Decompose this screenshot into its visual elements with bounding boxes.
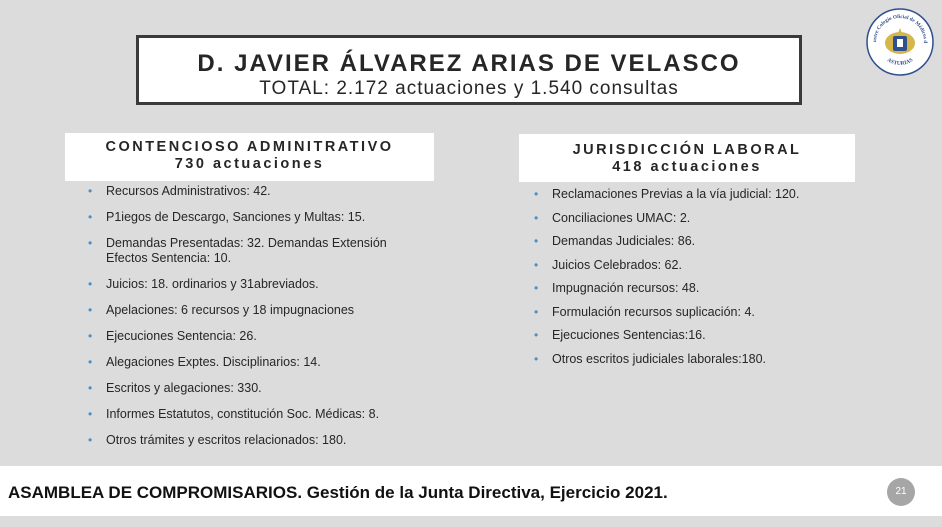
- section-header-laboral: [519, 134, 855, 182]
- list-item: • Formulación recursos suplicación: 4.: [532, 305, 862, 320]
- list-item: • Ejecuciones Sentencias:16.: [532, 328, 862, 343]
- list-item: • Informes Estatutos, constitución Soc. Médicas: 8.: [86, 407, 416, 422]
- lawyer-name: D. JAVIER ÁLVAREZ ARIAS DE VELASCO: [197, 50, 741, 77]
- list-item: • Juicios: 18. ordinarios y 31abreviados.: [86, 277, 416, 292]
- list-item: • Reclamaciones Previas a la vía judicial: 120.: [532, 187, 862, 202]
- section-count: 730 actuaciones: [174, 156, 325, 172]
- list-item: • P1iegos de Descargo, Sanciones y Multas: 15.: [86, 210, 416, 225]
- list-item: • Recursos Administrativos: 42.: [86, 184, 416, 199]
- list-item: • Otros escritos judiciales laborales:180.: [532, 352, 862, 367]
- list-item: • Escritos y alegaciones: 330.: [86, 381, 416, 396]
- section-title: JURISDICCIÓN LABORAL: [572, 142, 802, 158]
- contencioso-list: [86, 184, 416, 459]
- total-summary: TOTAL: 2.172 actuaciones y 1.540 consultas: [259, 78, 679, 99]
- laboral-list: [532, 187, 862, 375]
- list-item: • Apelaciones: 6 recursos y 18 impugnaciones: [86, 303, 416, 318]
- list-item: • Alegaciones Exptes. Disciplinarios: 14.: [86, 355, 416, 370]
- list-item: • Conciliaciones UMAC: 2.: [532, 211, 862, 226]
- college-seal-icon: [866, 8, 934, 76]
- section-count: 418 actuaciones: [612, 159, 762, 175]
- list-item: • Impugnación recursos: 48.: [532, 281, 862, 296]
- list-item: • Otros trámites y escritos relacionados: 180.: [86, 433, 416, 448]
- footer-bar: [0, 466, 942, 516]
- seal-text-top: ustre Colegio Oficial de Médicos d: [871, 13, 929, 44]
- title-box: [136, 35, 802, 105]
- section-header-contencioso: [65, 133, 434, 181]
- list-item: • Demandas Judiciales: 86.: [532, 234, 862, 249]
- section-title: CONTENCIOSO ADMINITRATIVO: [105, 139, 394, 155]
- list-item: • Juicios Celebrados: 62.: [532, 258, 862, 273]
- list-item: • Demandas Presentadas: 32. Demandas Extensión Efectos Sentencia: 10.: [86, 236, 416, 266]
- seal-text-bottom: ASTURIAS: [885, 57, 915, 67]
- page-number-badge: 21: [887, 478, 915, 506]
- footer-title: ASAMBLEA DE COMPROMISARIOS. Gestión de la Junta Directiva, Ejercicio 2021.: [8, 483, 668, 502]
- list-item: • Ejecuciones Sentencia: 26.: [86, 329, 416, 344]
